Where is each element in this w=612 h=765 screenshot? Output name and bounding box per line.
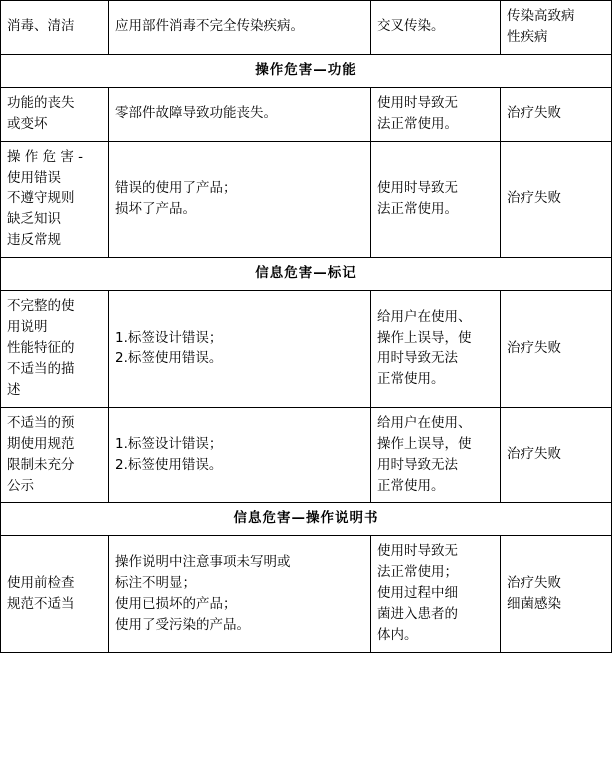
- hazard-line: 述: [7, 381, 21, 398]
- sequence-line: 错误的使用了产品；: [115, 179, 237, 196]
- hazard-line: 操 作 危 害 -: [7, 148, 84, 165]
- cell-situation: [371, 1, 501, 55]
- situation-line: 使用过程中细: [377, 585, 458, 602]
- sequence-line: 1.标签设计错误；: [115, 435, 223, 452]
- table-row: [1, 87, 612, 141]
- cell-situation: [371, 141, 501, 258]
- hazard-line: 公示: [7, 477, 34, 494]
- section-title: 信息危害—操作说明书: [1, 503, 612, 536]
- hazard-line: 不遵守规则: [7, 190, 75, 207]
- table-row: [1, 407, 612, 503]
- section-title: 操作危害—功能: [1, 54, 612, 87]
- harm-line: 治疗失败: [507, 574, 561, 591]
- sequence-line: 使用了受污染的产品。: [115, 616, 250, 633]
- hazard-line: 用说明: [7, 319, 48, 336]
- situation-line: 正常使用。: [377, 371, 445, 388]
- table-section-row: [1, 258, 612, 291]
- situation-line: 使用时导致无: [377, 543, 458, 560]
- hazard-line: 不完整的使: [7, 298, 75, 315]
- cell-sequence: [109, 141, 371, 258]
- situation-line: 菌进入患者的: [377, 606, 458, 623]
- sequence-line: 2.标签使用错误。: [115, 456, 223, 473]
- cell-harm: [501, 1, 612, 55]
- situation-line: 用时导致无法: [377, 350, 458, 367]
- cell-harm: [501, 87, 612, 141]
- situation-line: 用时导致无法: [377, 456, 458, 473]
- table-row: [1, 1, 612, 55]
- sequence-line: 标注不明显；: [115, 574, 196, 591]
- cell-situation: [371, 407, 501, 503]
- cell-hazard: [1, 87, 109, 141]
- cell-sequence: [109, 536, 371, 653]
- sequence-line: 使用已损坏的产品；: [115, 595, 237, 612]
- sequence-line: 2.标签使用错误。: [115, 350, 223, 367]
- hazard-line: 不适当的描: [7, 360, 75, 377]
- cell-sequence: [109, 87, 371, 141]
- cell-hazard: [1, 291, 109, 408]
- situation-line: 法正常使用。: [377, 200, 458, 217]
- hazard-line: 缺乏知识: [7, 211, 61, 228]
- hazard-line: 规范不适当: [7, 595, 75, 612]
- situation-line: 操作上误导，使: [377, 329, 472, 346]
- hazard-line: 期使用规范: [7, 435, 75, 452]
- hazard-line: 违反常规: [7, 232, 61, 249]
- cell-sequence: [109, 1, 371, 55]
- situation-line: 体内。: [377, 627, 418, 644]
- table-row: [1, 141, 612, 258]
- hazard-line: 消毒、清洁: [7, 18, 75, 35]
- harm-line: 治疗失败: [507, 339, 561, 356]
- sequence-line: 损坏了产品。: [115, 200, 196, 217]
- cell-hazard: [1, 1, 109, 55]
- harm-line: 治疗失败: [507, 190, 561, 207]
- cell-harm: [501, 536, 612, 653]
- section-title: 信息危害—标记: [1, 258, 612, 291]
- table-section-row: [1, 503, 612, 536]
- hazard-line: 使用前检查: [7, 574, 75, 591]
- hazard-line: 或变坏: [7, 115, 48, 132]
- hazard-line: 限制未充分: [7, 456, 75, 473]
- hazard-line: 不适当的预: [7, 414, 75, 431]
- sequence-line: 操作说明中注意事项未写明或: [115, 553, 291, 570]
- table-row: [1, 536, 612, 653]
- cell-hazard: [1, 141, 109, 258]
- cell-situation: [371, 536, 501, 653]
- sequence-line: 零部件故障导致功能丧失。: [115, 105, 277, 122]
- cell-harm: [501, 141, 612, 258]
- situation-line: 正常使用。: [377, 477, 445, 494]
- table-row: [1, 291, 612, 408]
- harm-line: 传染高致病: [507, 8, 575, 24]
- situation-line: 使用时导致无: [377, 179, 458, 196]
- hazard-line: 功能的丧失: [7, 94, 75, 111]
- sequence-line: 1.标签设计错误；: [115, 329, 223, 346]
- situation-line: 使用时导致无: [377, 94, 458, 111]
- cell-sequence: [109, 407, 371, 503]
- cell-situation: [371, 87, 501, 141]
- harm-line: 治疗失败: [507, 105, 561, 122]
- situation-line: 交叉传染。: [377, 18, 445, 35]
- table-section-row: [1, 54, 612, 87]
- situation-line: 操作上误导，使: [377, 435, 472, 452]
- situation-line: 给用户在使用、: [377, 414, 472, 431]
- cell-harm: [501, 407, 612, 503]
- cell-hazard: [1, 407, 109, 503]
- cell-harm: [501, 291, 612, 408]
- cell-sequence: [109, 291, 371, 408]
- cell-situation: [371, 291, 501, 408]
- cell-hazard: [1, 536, 109, 653]
- situation-line: 法正常使用；: [377, 564, 458, 581]
- sequence-line: 应用部件消毒不完全传染疾病。: [115, 18, 304, 35]
- harm-line: 性疾病: [507, 28, 548, 45]
- harm-line: 治疗失败: [507, 446, 561, 463]
- situation-line: 法正常使用。: [377, 115, 458, 132]
- hazard-line: 性能特征的: [7, 339, 75, 356]
- hazard-line: 使用错误: [7, 169, 61, 186]
- harm-line: 细菌感染: [507, 595, 561, 612]
- situation-line: 给用户在使用、: [377, 308, 472, 325]
